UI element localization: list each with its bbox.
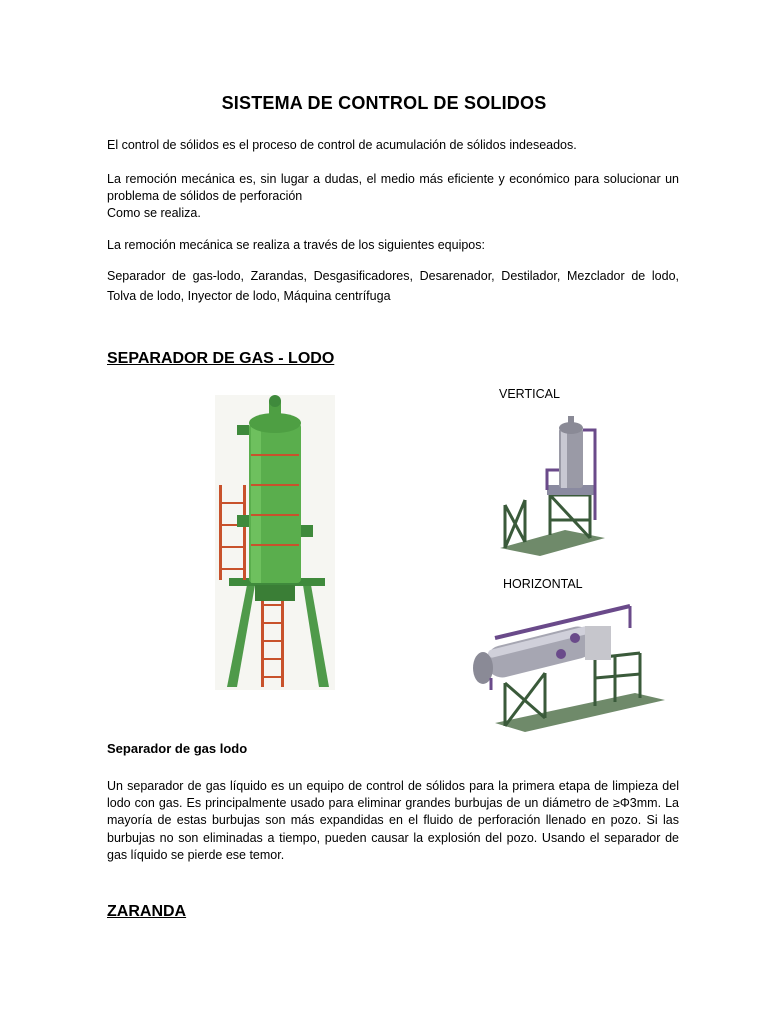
caption-horizontal: HORIZONTAL: [503, 577, 583, 591]
horizontal-separator-image: [465, 598, 670, 738]
intro-paragraph: El control de sólidos es el proceso de control de acumulación de sólidos indeseados.: [107, 138, 577, 152]
subheading-separator: Separador de gas lodo: [107, 741, 248, 756]
green-separator-image: [215, 395, 335, 690]
separator-description: Un separador de gas líquido es un equipo de control de sólidos para la primera etapa de limpieza del lodo con gas. Es principalmente usado para eliminar grandes burbujas de un diámetro de ≥Φ3mm. La mayoría de estas burbujas son más expandidas en el fluido de perforación llenado en pozo. Si las burbujas no son eliminadas a tiempo, pueden causar la explosión del pozo. Usando el separador de gas líquido se pierde ese temor.: [107, 779, 679, 862]
equipment-list: Separador de gas-lodo, Zarandas, Desgasificadores, Desarenador, Destilador, Mezclador de lodo, Tolva de lodo, Inyector de lodo, Máquina centrífuga: [107, 269, 679, 303]
section-heading-zaranda: ZARANDA: [107, 903, 187, 920]
section-heading-separator: SEPARADOR DE GAS - LODO: [107, 350, 335, 367]
caption-vertical: VERTICAL: [499, 387, 560, 401]
vertical-separator-image: [495, 410, 610, 560]
page-title: SISTEMA DE CONTROL DE SOLIDOS: [221, 93, 547, 113]
equipment-intro: La remoción mecánica se realiza a través de los siguientes equipos:: [107, 238, 485, 252]
how-it-works-line: Como se realiza.: [107, 206, 201, 220]
mechanical-paragraph: La remoción mecánica es, sin lugar a dudas, el medio más eficiente y económico para solucionar un problema de sólidos de perforación: [107, 172, 679, 203]
